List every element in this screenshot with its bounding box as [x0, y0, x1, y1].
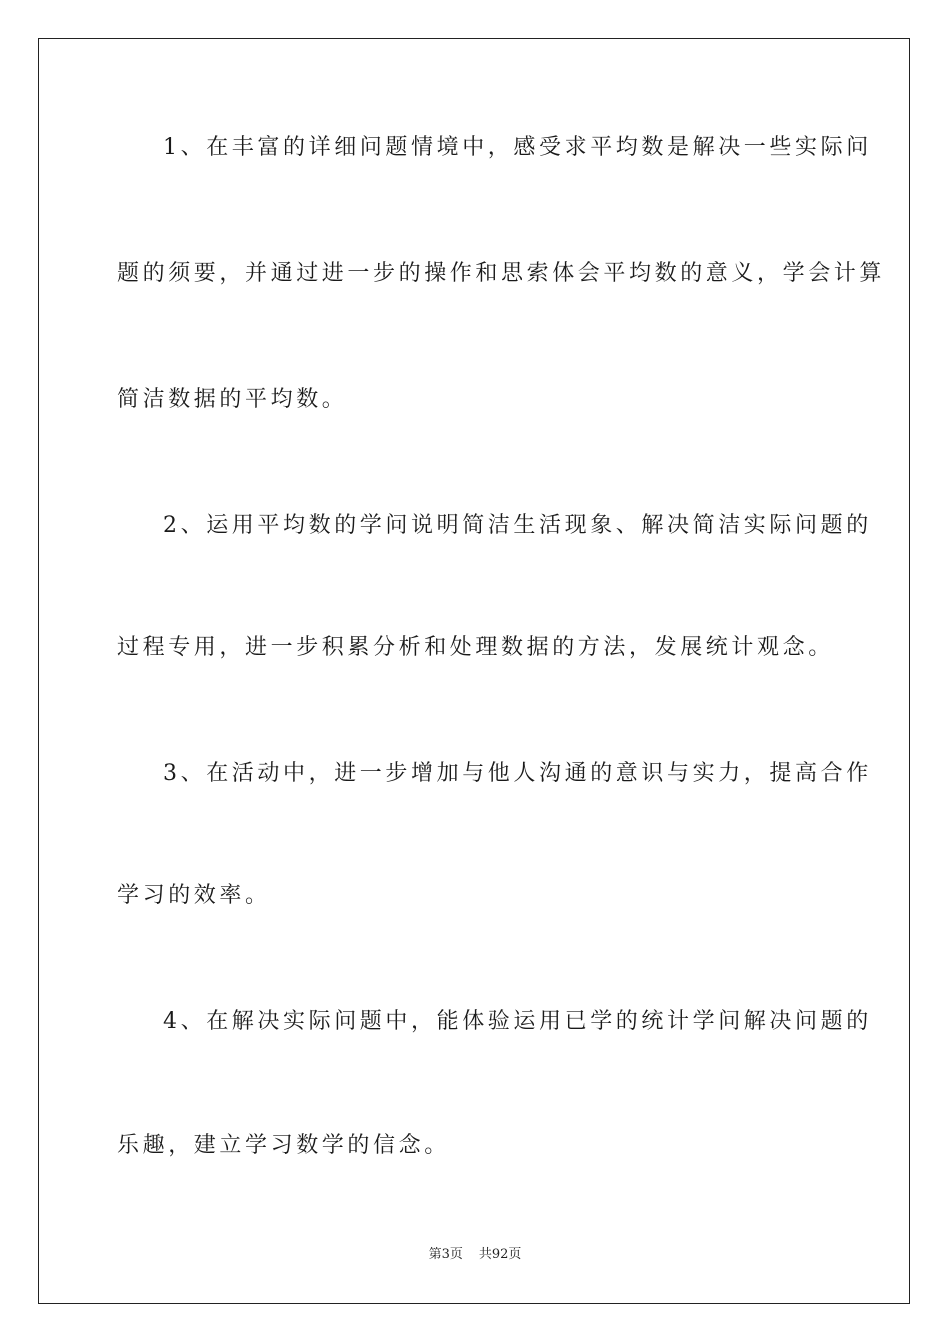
paragraph-2-line-1: 2、运用平均数的学问说明简洁生活现象、解决简洁实际问题的: [163, 513, 872, 538]
paragraph-3-line-1: 3、在活动中，进一步增加与他人沟通的意识与实力，提高合作: [163, 761, 872, 786]
paragraph-1-line-2: 题的须要，并通过进一步的操作和思索体会平均数的意义，学会计算: [117, 261, 886, 286]
page-frame: [38, 38, 910, 1304]
paragraph-1-line-3: 简洁数据的平均数。: [117, 387, 348, 412]
paragraph-4-line-1: 4、在解决实际问题中，能体验运用已学的统计学问解决问题的: [163, 1009, 872, 1034]
paragraph-1-line-1: 1、在丰富的详细问题情境中，感受求平均数是解决一些实际问: [163, 135, 872, 160]
page-footer: [0, 1246, 950, 1264]
paragraph-2-line-2: 过程专用，进一步积累分析和处理数据的方法，发展统计观念。: [117, 635, 834, 660]
page-number: 第3页: [428, 1247, 463, 1262]
paragraph-3-line-2: 学习的效率。: [117, 883, 271, 908]
paragraph-4-line-2: 乐趣，建立学习数学的信念。: [117, 1133, 450, 1158]
page-total: 共92页: [478, 1247, 522, 1262]
